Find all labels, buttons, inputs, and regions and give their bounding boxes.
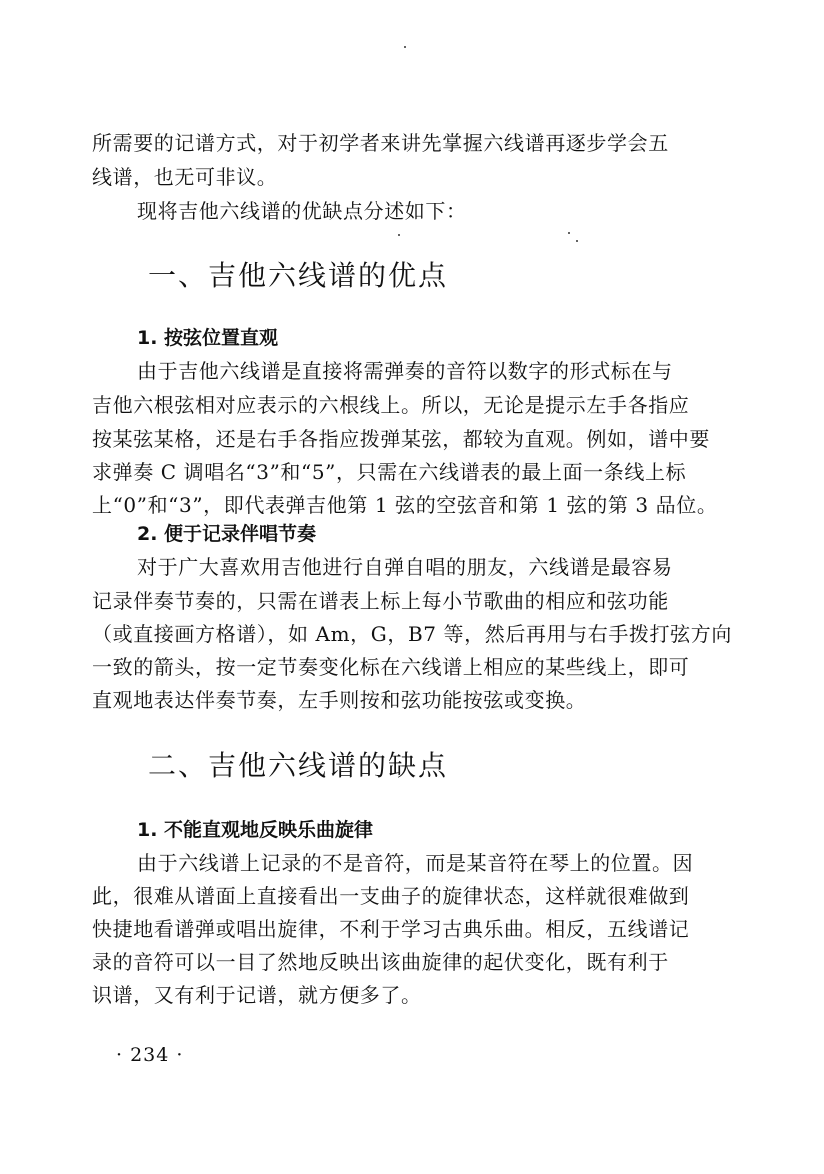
paragraph-line: 直观地表达伴奏节奏，左手则按和弦功能按弦或变换。 (92, 688, 587, 712)
subsection-title-rhythm: 2. 便于记录伴唱节奏 (137, 523, 317, 545)
intro-line-3: 现将吉他六线谱的优缺点分述如下： (137, 199, 467, 223)
paragraph-line: 识谱，又有利于记谱，就方便多了。 (92, 983, 422, 1007)
section-title-advantages: 一、吉他六线谱的优点 (148, 259, 449, 292)
subsection-title-melody: 1. 不能直观地反映乐曲旋律 (137, 819, 374, 841)
paragraph-line: 对于广大喜欢用吉他进行自弹自唱的朋友，六线谱是最容易 (137, 555, 673, 579)
scan-speck (404, 46, 406, 48)
page-number: · 234 · (116, 1044, 184, 1066)
paragraph-line: 记录伴奏节奏的，只需在谱表上标上每小节歌曲的相应和弦功能 (92, 589, 669, 613)
paragraph-line: 按某弦某格，还是右手各指应拨弹某弦，都较为直观。例如，谱中要 (92, 427, 710, 451)
subsection-title-fret-position: 1. 按弦位置直观 (137, 327, 279, 349)
scan-speck (398, 234, 400, 236)
intro-line-2: 线谱，也无可非议。 (92, 165, 278, 189)
paragraph-line: 吉他六根弦相对应表示的六根线上。所以，无论是提示左手各指应 (92, 393, 690, 417)
intro-line-1: 所需要的记谱方式，对于初学者来讲先掌握六线谱再逐步学会五 (92, 131, 669, 155)
paragraph-line: 由于吉他六线谱是直接将需弹奏的音符以数字的形式标在与 (137, 359, 673, 383)
paragraph-line: 由于六线谱上记录的不是音符，而是某音符在琴上的位置。因 (137, 851, 694, 875)
paragraph-line: 快捷地看谱弹或唱出旋律，不利于学习古典乐曲。相反，五线谱记 (92, 917, 690, 941)
scan-speck (568, 232, 570, 234)
paragraph-line: 一致的箭头，按一定节奏变化标在六线谱上相应的某些线上，即可 (92, 655, 690, 679)
paragraph-line: （或直接画方格谱），如 Am，G，B7 等，然后再用与右手拨打弦方向 (92, 622, 732, 646)
scan-speck (576, 240, 578, 242)
paragraph-line: 录的音符可以一目了然地反映出该曲旋律的起伏变化，既有利于 (92, 950, 669, 974)
section-title-disadvantages: 二、吉他六线谱的缺点 (148, 749, 449, 782)
paragraph-line: 上“0”和“3”，即代表弹吉他第 1 弦的空弦音和第 1 弦的第 3 品位。 (92, 493, 718, 517)
paragraph-line: 求弹奏 C 调唱名“3”和“5”，只需在六线谱表的最上面一条线上标 (92, 460, 687, 484)
paragraph-line: 此，很难从谱面上直接看出一支曲子的旋律状态，这样就很难做到 (92, 884, 690, 908)
